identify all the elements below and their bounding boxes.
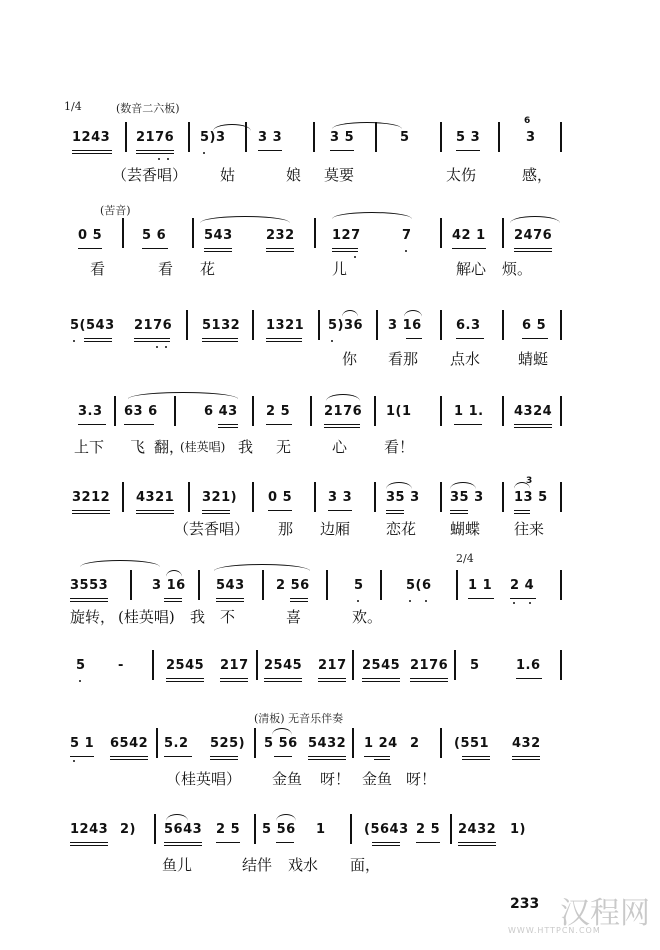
- lyric: 面，: [350, 856, 381, 874]
- note-group: 35 3: [450, 490, 484, 505]
- notation-row-1: [70, 116, 570, 168]
- time-signature-1: 1/4: [64, 100, 82, 113]
- note-group: 1): [510, 822, 526, 837]
- lyric: 欢。: [352, 608, 383, 626]
- note-group: 2545: [362, 658, 401, 673]
- note-group: 1 1.: [454, 404, 484, 419]
- note-group: 543: [204, 228, 233, 243]
- note-group: 2 4: [510, 578, 535, 593]
- note-group: 1 24: [364, 736, 398, 751]
- notation-row-8: [70, 730, 570, 770]
- note-group: 5(543: [70, 318, 115, 333]
- lyric: 翻，: [154, 438, 185, 456]
- note-group: 13 5: [514, 490, 548, 505]
- note-group: 321): [202, 490, 238, 505]
- note-group: 2 56: [276, 578, 310, 593]
- lyric: 娘: [286, 166, 302, 184]
- note-group: 3.3: [78, 404, 103, 419]
- note-group: 7: [402, 228, 412, 243]
- note-group: 1: [316, 822, 326, 837]
- lyric: 心: [332, 438, 348, 456]
- lyric: 我: [238, 438, 254, 456]
- notation-row-3: [70, 312, 570, 352]
- lyric: （桂英唱）: [166, 770, 242, 788]
- lyrics-row-5: [70, 518, 570, 540]
- lyric: 旋转，: [70, 608, 116, 626]
- note-group: 2 5: [416, 822, 441, 837]
- note-group: 5)3: [200, 130, 226, 145]
- note-group: 3 16: [152, 578, 186, 593]
- lyric: 解心: [456, 260, 487, 278]
- lyrics-row-4: [70, 436, 570, 458]
- note-group: 6542: [110, 736, 149, 751]
- note-group: 5: [354, 578, 364, 593]
- note-group: -: [118, 658, 124, 673]
- note-group: (5643: [364, 822, 409, 837]
- note-group: 1(1: [386, 404, 412, 419]
- note-group: 1 1: [468, 578, 493, 593]
- lyric: 姑: [220, 166, 236, 184]
- lyric: 飞: [130, 438, 146, 456]
- watermark-logo: 汉程网: [560, 896, 650, 931]
- lyric: 无: [276, 438, 292, 456]
- note-group: 217: [318, 658, 347, 673]
- note-group: 5 56: [262, 822, 296, 837]
- lyric: 恋花: [386, 520, 417, 538]
- lyric: 那: [278, 520, 294, 538]
- note-group: 35 3: [386, 490, 420, 505]
- note-group: 5)36: [328, 318, 364, 333]
- lyrics-row-3: [70, 348, 570, 370]
- note-group: (551: [454, 736, 490, 751]
- lyric: （芸香唱）: [112, 166, 188, 184]
- lyric: 儿: [332, 260, 348, 278]
- lyric: (桂英唱): [118, 608, 175, 626]
- note-group: 3553: [70, 578, 109, 593]
- lyrics-row-8: [70, 768, 570, 790]
- note-group: 3 3: [258, 130, 283, 145]
- lyric: 往来: [514, 520, 545, 538]
- notation-row-2: [70, 222, 570, 262]
- note-group: 5: [400, 130, 410, 145]
- note-group: 5 6: [142, 228, 167, 243]
- page-number: 233: [510, 896, 540, 912]
- note-group: 1321: [266, 318, 305, 333]
- lyrics-row-9: [70, 854, 570, 876]
- note-group: 5: [76, 658, 86, 673]
- lyric: 莫要: [324, 166, 355, 184]
- note-group: 4321: [136, 490, 175, 505]
- note-group: 5: [470, 658, 480, 673]
- notation-row-7: [70, 652, 570, 692]
- lyric: 金鱼: [362, 770, 393, 788]
- note-group: 2: [410, 736, 420, 751]
- notation-row-4: [70, 400, 570, 440]
- note-group: 5 56: [264, 736, 298, 751]
- note-group: 5 3: [456, 130, 481, 145]
- note-group: 232: [266, 228, 295, 243]
- watermark-url: WWW.HTTPCN.COM: [508, 926, 601, 935]
- note-group: 1.6: [516, 658, 541, 673]
- grace-note: 6: [524, 116, 531, 126]
- note-group: 3: [526, 130, 536, 145]
- lyric: 感，: [522, 166, 553, 184]
- lyric: 结伴: [242, 856, 273, 874]
- lyric: 戏水: [288, 856, 319, 874]
- note-group: 3 5: [330, 130, 355, 145]
- note-group: 2 5: [266, 404, 291, 419]
- lyric: 金鱼: [272, 770, 303, 788]
- lyric: 喜: [286, 608, 302, 626]
- lyric: 边厢: [320, 520, 351, 538]
- lyric: 看: [158, 260, 174, 278]
- note-group: 0 5: [268, 490, 293, 505]
- note-group: 3212: [72, 490, 111, 505]
- lyric: （芸香唱）: [174, 520, 250, 538]
- note-group: 2176: [410, 658, 449, 673]
- note-group: 6 5: [522, 318, 547, 333]
- note-group: 3 3: [328, 490, 353, 505]
- lyric: (桂英唱): [180, 440, 226, 454]
- lyric: 蜻蜓: [518, 350, 549, 368]
- time-signature-2: 2/4: [456, 552, 474, 565]
- note-group: 1243: [72, 130, 111, 145]
- note-group: 5.2: [164, 736, 189, 751]
- note-group: 63 6: [124, 404, 158, 419]
- note-group: 432: [512, 736, 541, 751]
- note-group: 3 16: [388, 318, 422, 333]
- note-group: 2432: [458, 822, 497, 837]
- note-group: 2476: [514, 228, 553, 243]
- mode-annotation: (苦音): [100, 204, 131, 217]
- note-group: 2 5: [216, 822, 241, 837]
- tempo-marking-2: (清板) 无音乐伴奏: [254, 712, 344, 725]
- lyric: 你: [342, 350, 358, 368]
- note-group: 5132: [202, 318, 241, 333]
- note-group: 2176: [134, 318, 173, 333]
- lyric: 呀！: [320, 770, 351, 788]
- notation-row-9: [70, 816, 570, 856]
- note-group: 2545: [166, 658, 205, 673]
- note-group: 5432: [308, 736, 347, 751]
- lyric: 呀！: [406, 770, 437, 788]
- note-group: 6.3: [456, 318, 481, 333]
- note-group: 6 43: [204, 404, 238, 419]
- lyrics-row-1: [70, 164, 570, 186]
- lyric: 点水: [450, 350, 481, 368]
- note-group: 0 5: [78, 228, 103, 243]
- lyric: 上下: [74, 438, 105, 456]
- note-group: 1243: [70, 822, 109, 837]
- grace-note: 3: [526, 476, 533, 486]
- note-group: 2176: [136, 130, 175, 145]
- lyric: 看那: [388, 350, 419, 368]
- note-group: 2176: [324, 404, 363, 419]
- lyrics-row-6: [70, 606, 570, 628]
- note-group: 42 1: [452, 228, 486, 243]
- tempo-marking-1: (数音二六板): [116, 102, 180, 115]
- lyric: 鱼儿: [162, 856, 193, 874]
- lyric: 烦。: [502, 260, 533, 278]
- lyric: 看！: [384, 438, 415, 456]
- lyric: 花: [200, 260, 216, 278]
- note-group: 2545: [264, 658, 303, 673]
- note-group: 5 1: [70, 736, 95, 751]
- note-group: 4324: [514, 404, 553, 419]
- lyric: 太伤: [446, 166, 477, 184]
- lyric: 蝴蝶: [450, 520, 481, 538]
- lyric: 我: [190, 608, 206, 626]
- note-group: 5(6: [406, 578, 432, 593]
- lyric: 看: [90, 260, 106, 278]
- note-group: 5643: [164, 822, 203, 837]
- lyric: 不: [220, 608, 236, 626]
- note-group: 217: [220, 658, 249, 673]
- note-group: 543: [216, 578, 245, 593]
- note-group: 2): [120, 822, 136, 837]
- note-group: 127: [332, 228, 361, 243]
- lyrics-row-2: [70, 258, 570, 280]
- note-group: 525): [210, 736, 246, 751]
